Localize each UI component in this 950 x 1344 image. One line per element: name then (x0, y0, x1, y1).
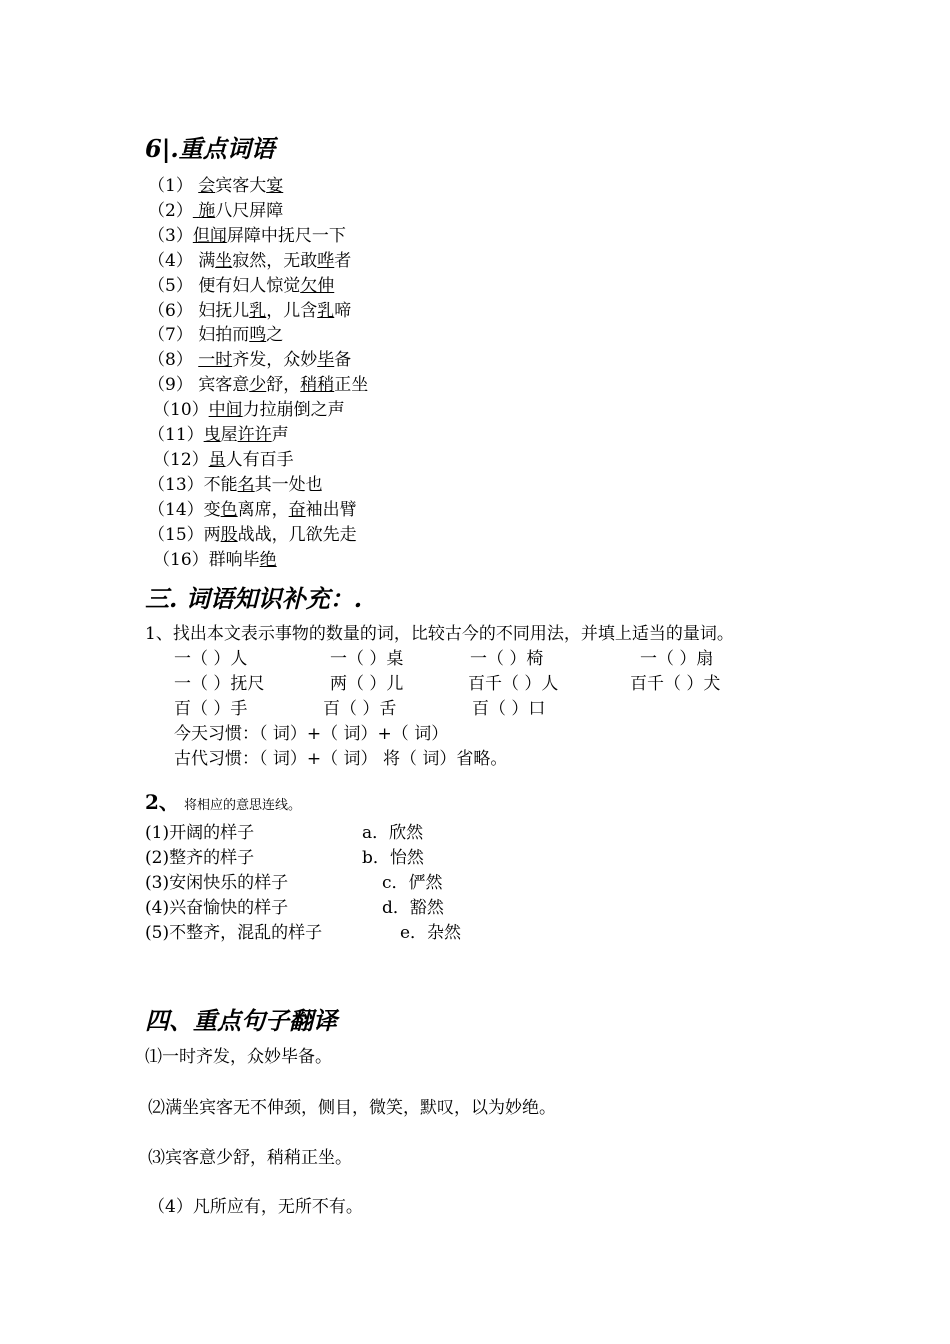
quantity-blank: 一（ ）桌 (330, 649, 404, 669)
key-word-item (148, 350, 351, 370)
item-text: 妇抚儿 (192, 300, 250, 321)
item-number: （9） (148, 375, 193, 396)
item-text: 满 (192, 250, 216, 271)
key-word-item (148, 525, 357, 545)
sentence-item: （4）凡所应有，无所不有。 (148, 1197, 363, 1217)
key-word: 乳 (317, 300, 335, 321)
item-text: 屏障中抚尺一下 (226, 225, 346, 246)
item-number: （7） (148, 325, 193, 346)
key-word-item (148, 251, 351, 271)
item-text: 齐发，众妙 (232, 350, 318, 371)
item-text: 变 (203, 499, 221, 520)
key-word: 色 (220, 499, 238, 520)
key-word-item (153, 450, 294, 470)
quantity-blank: 一（ ）扇 (640, 649, 714, 669)
item-text: 声 (271, 425, 289, 445)
key-word-item (148, 475, 323, 495)
section-4-title: 四、重点句子翻译 (145, 1006, 337, 1035)
key-word: 欠伸 (300, 275, 335, 296)
quantity-blank: 百（ ）手 (174, 699, 248, 719)
word-option: a．欣然 (362, 823, 424, 843)
item-text: 人有百手 (225, 449, 294, 470)
quantity-blank: 百（ ）舌 (323, 699, 397, 719)
ancient-habit: 古代习惯：（ 词）+（ 词） 将（ 词）省略。 (174, 749, 508, 769)
item-text: 八尺屏障 (215, 200, 284, 221)
key-word-item (148, 500, 357, 520)
meaning-item: (1)开阔的样子 (145, 823, 255, 843)
key-word: 奋 (288, 499, 306, 520)
item-number: （15） (148, 524, 204, 545)
key-word-item (148, 325, 283, 345)
key-word: 名 (237, 474, 255, 495)
key-word: 哗 (317, 250, 335, 271)
word-option: b．怡然 (362, 848, 424, 868)
word-option: c．俨然 (382, 873, 443, 893)
key-word: 鸣 (249, 325, 267, 346)
item-number: （5） (148, 275, 193, 296)
item-text: 啼 (334, 300, 352, 321)
item-text: 屋 (220, 425, 238, 445)
item-text: 宾客意 (192, 375, 250, 396)
key-word: 少 (249, 375, 267, 396)
item-number: （11） (148, 425, 204, 445)
meaning-item: (5)不整齐，混乱的样子 (145, 923, 323, 943)
item-text: 之 (266, 325, 284, 346)
key-word: 股 (220, 524, 238, 545)
item-text: 袖出臂 (305, 499, 357, 520)
item-text: 舒， (266, 375, 301, 396)
quantity-blank: 百（ ）口 (472, 699, 546, 719)
item-number: （1） (148, 176, 193, 196)
section-3-title: 三. 词语知识补充：. (145, 584, 363, 613)
key-word: 中间 (208, 400, 243, 421)
sentence-item: ⑴一时齐发，众妙毕备。 (145, 1047, 332, 1067)
item-number: （8） (148, 350, 193, 371)
item-text: 寂然，无敢 (232, 250, 318, 271)
key-word-item (148, 425, 289, 445)
question-2-text: 将相应的意思连线。 (184, 798, 302, 813)
key-word: 会 (198, 176, 216, 196)
item-number: （13） (148, 474, 204, 495)
key-word: 但闻 (192, 225, 227, 246)
item-text: 备 (334, 350, 352, 371)
meaning-item: (3)安闲快乐的样子 (145, 873, 289, 893)
item-text: 不能 (203, 474, 238, 495)
item-number: （2） (148, 200, 193, 221)
key-word-item (153, 550, 277, 570)
key-word: 一时 (198, 350, 233, 371)
sentence-item: ⑵满坐宾客无不伸颈，侧目，微笑，默叹，以为妙绝。 (148, 1098, 556, 1118)
item-number: （14） (148, 499, 204, 520)
item-text: 便有妇人惊觉 (192, 275, 301, 296)
key-word: 绝 (259, 549, 277, 570)
key-word-item (148, 201, 283, 221)
today-habit: 今天习惯：（ 词）+（ 词）+（ 词） (174, 724, 449, 744)
item-text: 群响毕 (208, 549, 260, 570)
key-word-item (148, 176, 283, 196)
key-word-item (148, 276, 334, 296)
quantity-blank: 一（ ）抚尺 (174, 674, 265, 694)
meaning-item: (2)整齐的样子 (145, 848, 255, 868)
item-text: ，儿含 (266, 300, 318, 321)
word-option: d．豁然 (382, 898, 444, 918)
item-number: （12） (153, 449, 209, 470)
item-text: 离席， (237, 499, 289, 520)
quantity-blank: 一（ ）椅 (470, 649, 544, 669)
item-number: （3） (148, 225, 193, 246)
item-text: 战战，几欲先走 (237, 524, 357, 545)
item-text: 其一处也 (254, 474, 323, 495)
key-word: 虽 (208, 449, 226, 470)
key-word: 毕 (317, 350, 335, 371)
key-word: 宴 (266, 176, 284, 196)
item-number: （6） (148, 300, 193, 321)
item-number: （4） (148, 250, 193, 271)
sentence-item: ⑶宾客意少舒，稍稍正坐。 (148, 1148, 352, 1168)
quantity-blank: 百千（ ）犬 (630, 674, 721, 694)
item-text: 宾客大 (215, 176, 267, 196)
key-word-item (148, 226, 346, 246)
item-text: 两 (203, 524, 221, 545)
key-word-item (148, 375, 368, 395)
item-number: （16） (153, 549, 209, 570)
key-word-item (148, 301, 351, 321)
key-word: 坐 (215, 250, 233, 271)
question-2-number: 2、 (145, 790, 179, 814)
key-word: 稍稍 (300, 375, 335, 396)
quantity-blank: 两（ ）儿 (330, 674, 404, 694)
quantity-blank: 百千（ ）人 (468, 674, 559, 694)
key-word: 许许 (237, 425, 272, 445)
question-2-prompt (145, 786, 301, 815)
key-word: 乳 (249, 300, 267, 321)
item-text: 妇拍而 (192, 325, 250, 346)
key-word: 曳 (203, 425, 221, 445)
item-number: （10） (153, 400, 209, 421)
key-word-item (153, 400, 345, 420)
question-1-prompt: 1、找出本文表示事物的数量的词，比较古今的不同用法，并填上适当的量词。 (145, 624, 734, 644)
section-6-title: 6|.重点词语 (145, 134, 275, 163)
word-option: e．杂然 (400, 923, 462, 943)
item-text: 力拉崩倒之声 (242, 400, 345, 421)
item-text: 正坐 (334, 375, 369, 396)
item-text: 者 (334, 250, 352, 271)
quantity-blank: 一（ ）人 (174, 649, 248, 669)
key-word: 施 (192, 200, 216, 221)
meaning-item: (4)兴奋愉快的样子 (145, 898, 289, 918)
